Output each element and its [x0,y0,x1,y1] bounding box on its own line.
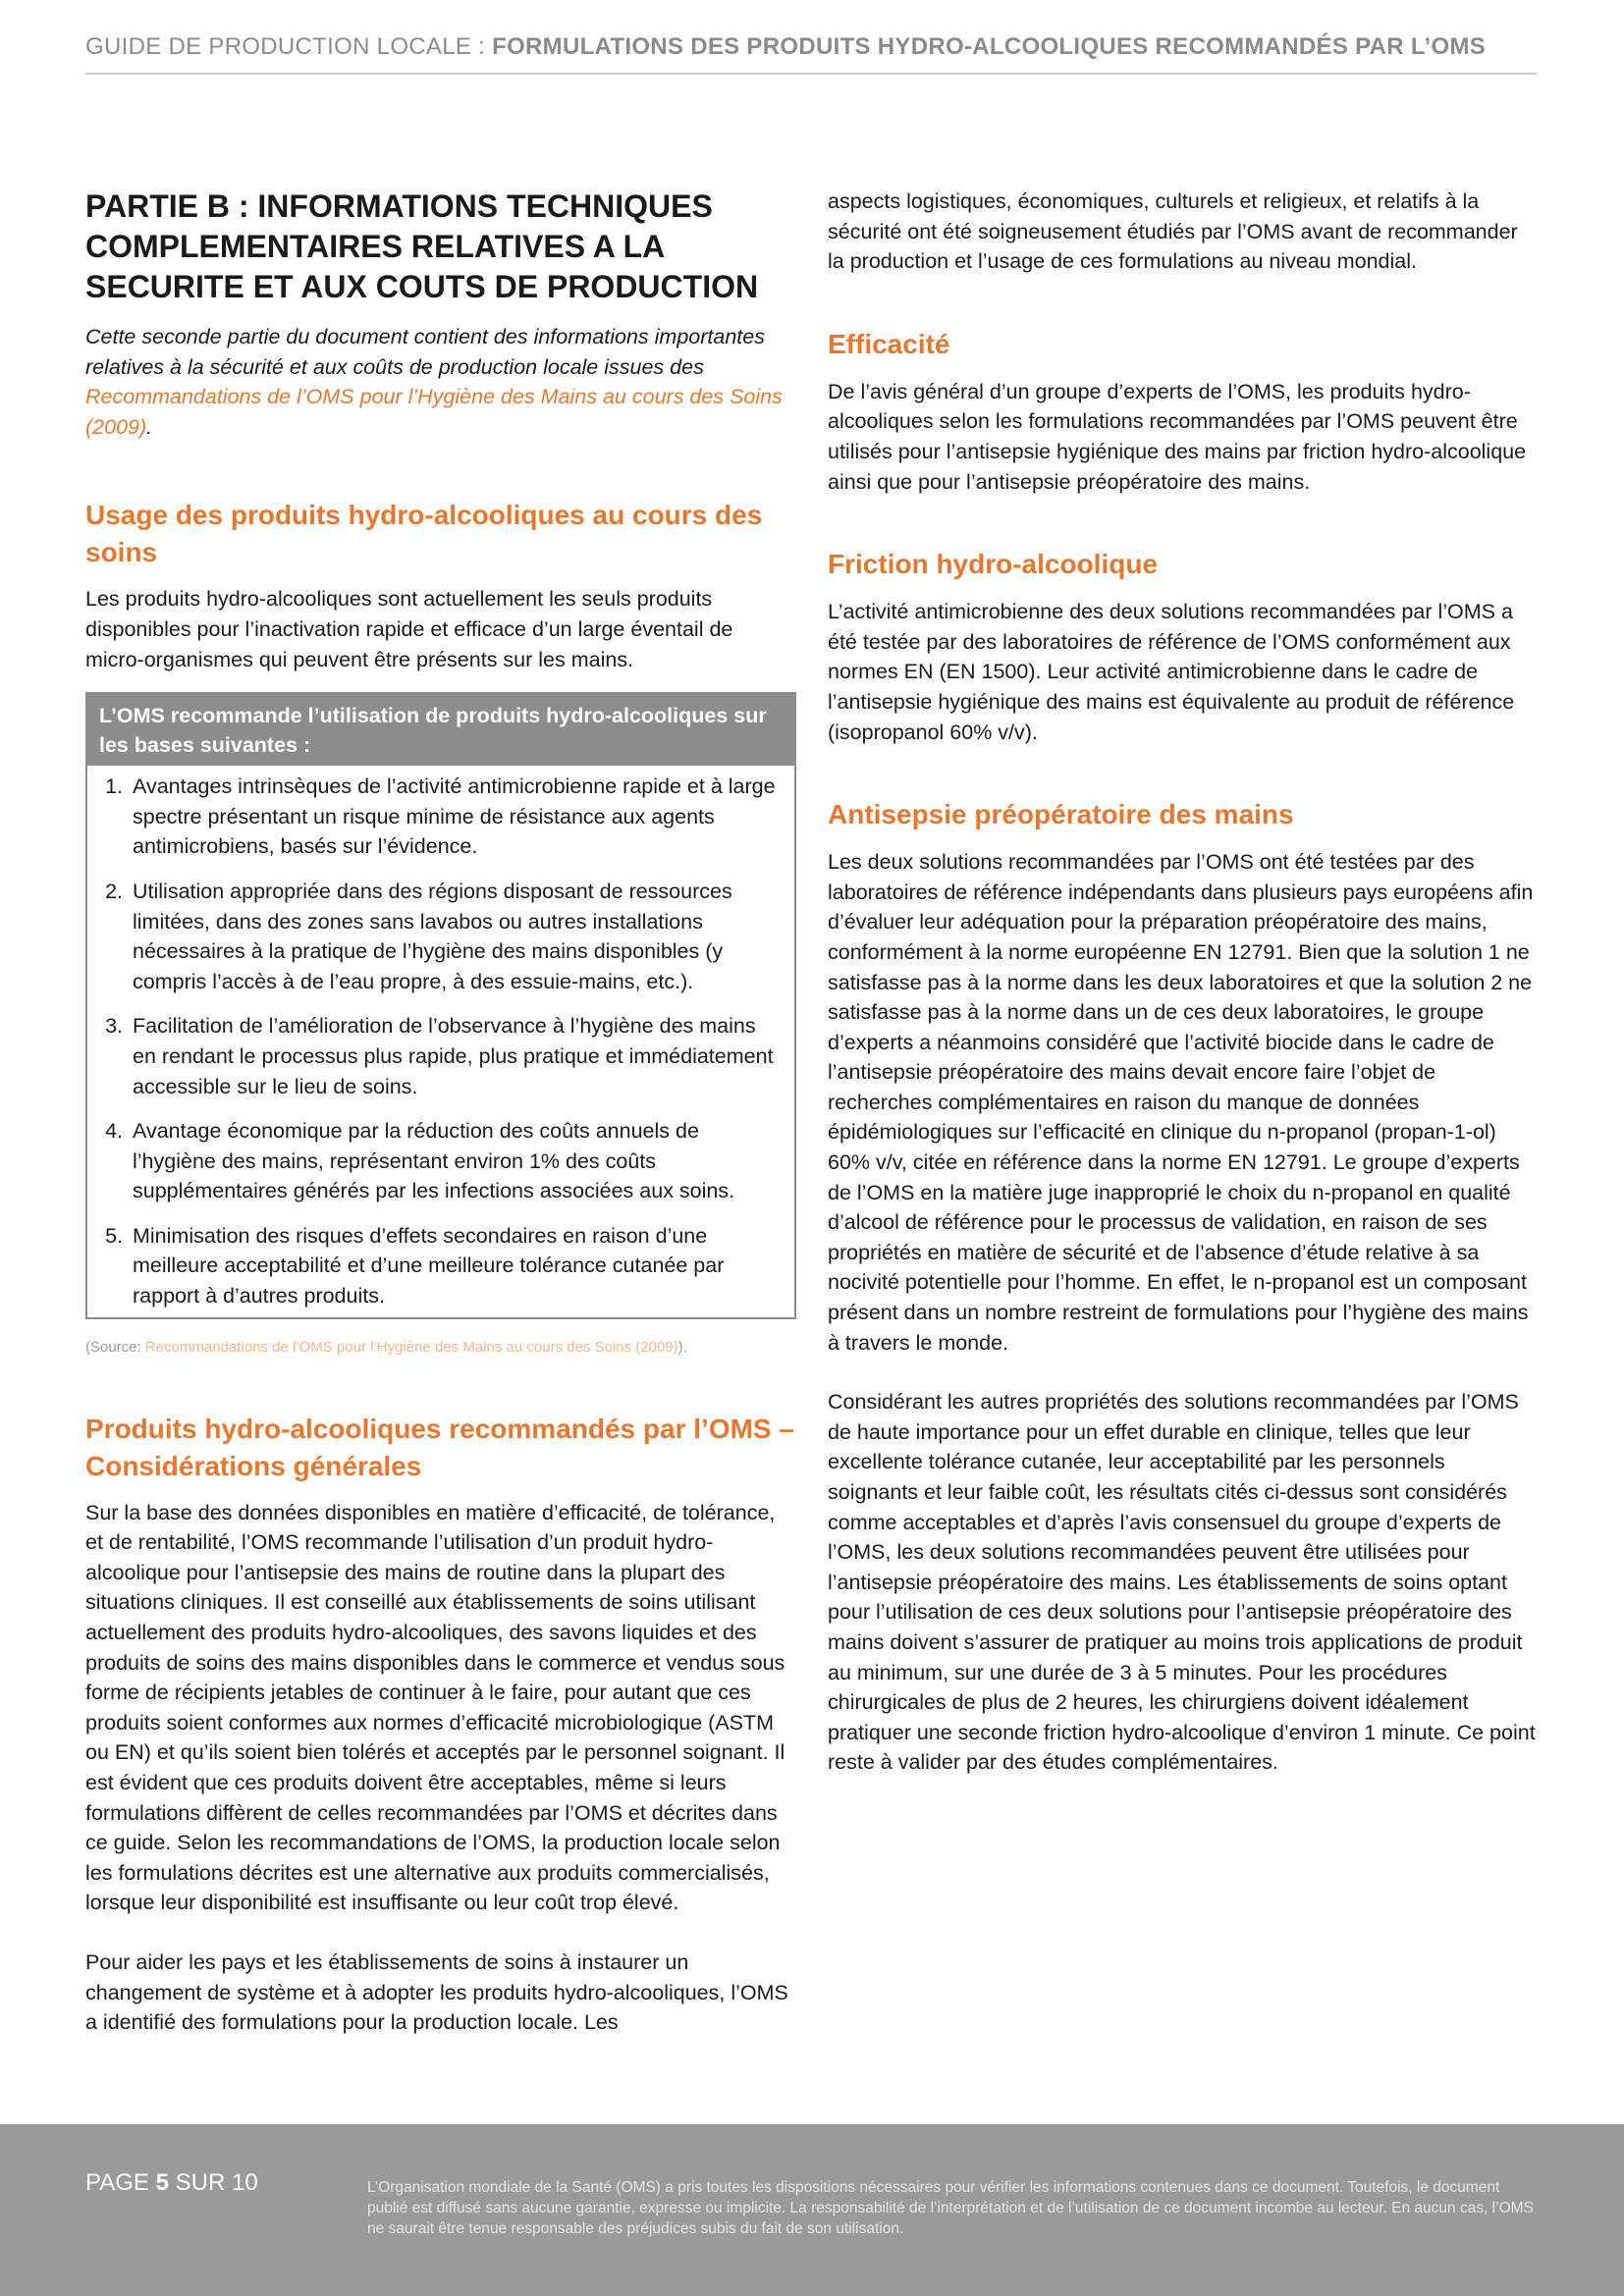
list-item: 1. Avantages intrinsèques de l’activité antimicrobienne rapide et à large spectre présentant un risque minime de résistance aux agents antimicrobiens, basés sur l’évidence. [129,772,783,862]
source-prefix: (Source: [85,1338,145,1356]
intro-end: . [146,414,153,439]
right-column [828,187,1539,1778]
intro-paragraph [85,322,796,442]
page-footer [0,2124,1624,2296]
general-heading: Produits hydro-alcooliques recommandés par l’OMS – Considérations générales [85,1413,794,1481]
efficacite-paragraph: De l’avis général d’un groupe d’experts de l’OMS, les produits hydro-alcooliques selon les formulations recommandées par l’OMS peuvent être utilisés pour l’antisepsie hygiénique des mains par friction hydro-alcoolique ainsi que pour l’antisepsie préopératoire des mains. [828,379,1527,494]
header-prefix: GUIDE DE PRODUCTION LOCALE : [85,33,486,60]
recommendation-list [87,766,794,1317]
source-suffix: ). [677,1338,687,1356]
page-number-value: 5 [155,2169,169,2196]
page-total: SUR 10 [175,2169,258,2196]
part-title: PARTIE B : INFORMATIONS TECHNIQUES COMPLEMENTAIRES RELATIVES A LA SECURITE ET AUX COUTS DE PRODUCTION [85,188,759,304]
list-item: 3. Facilitation de l’amélioration de l’observance à l’hygiène des mains en rendant le processus plus rapide, plus pratique et immédiatement accessible sur le lieu de soins. [129,1011,783,1101]
running-header [85,33,1537,75]
friction-paragraph: L’activité antimicrobienne des deux solutions recommandées par l’OMS a été testée par des laboratoires de référence de l’OMS conformément aux normes EN (EN 1500). Leur activité antimicrobienne dans le cadre de l’antisepsie hygiénique des mains est équivalente au produit de référence (isopropanol 60% v/v). [828,600,1515,744]
antisepsie-paragraph-1: Les deux solutions recommandées par l’OMS ont été testées par des laboratoires de référence indépendants dans plusieurs pays européens afin d’évaluer leur adéquation pour la préparation préopératoire des mains, conformément à la norme européenne EN 12791. Bien que la solution 1 ne satisfasse pas à la norme dans les deux laboratoires et que la solution 2 ne satisfasse pas à la norme dans un de ces deux laboratoires, le groupe d’experts a néanmoins considéré que l’activité biocide dans le cadre de l’antisepsie préopératoire des mains devait encore faire l’objet de recherches complémentaires en raison du manque de données épidémiologiques sur l’efficacité en clinique du n-propanol (propan-1-ol) 60% v/v, citée en référence dans la norme EN 12791. Le groupe d’experts de l’OMS en la matière juge inapproprié le choix du n-propanol en qualité d’alcool de référence pour le processus de validation, en raison de ses propriétés en matière de sécurité et de l’absence d’étude relative à sa nocivité potentielle pour l’homme. En effet, le n-propanol est un composant présent dans un nombre restreint de formulations pour l’hygiène des mains à travers le monde. [828,850,1534,1355]
usage-heading: Usage des produits hydro-alcooliques au cours des soins [85,500,763,568]
recommendation-box [85,692,796,1319]
list-item: 2. Utilisation appropriée dans des régions disposant de ressources limitées, dans des zones sans lavabos ou autres installations nécessaires à la pratique de l’hygiène des mains disponibles (y compris l’accès à de l’eau propre, à des essuie-mains, etc.). [129,877,783,996]
friction-heading: Friction hydro-alcoolique [828,549,1159,580]
efficacite-heading: Efficacité [828,328,950,359]
antisepsie-paragraph-2: Considérant les autres propriétés des solutions recommandées par l’OMS de haute importance pour un effet durable en clinique, telles que leur excellente tolérance cutanée, leur acceptabilité par les personnels soignants et leur faible coût, les résultats cités ci-dessus sont considérés comme acceptables et d’après l’avis consensuel du groupe d’experts de l’OMS, les deux solutions recommandées peuvent être utilisées pour l’antisepsie préopératoire des mains. Les établissements de soins optant pour l’utilisation de ces deux solutions pour l’antisepsie préopératoire des mains doivent s’assurer de pratiquer au moins trois applications de produit au minimum, sur une durée de 3 à 5 minutes. Pour les procédures chirurgicales de plus de 2 heures, les chirurgiens doivent idéalement pratiquer une seconde friction hydro-alcoolique d’environ 1 minute. Ce point reste à valider par des études complémentaires. [828,1390,1536,1775]
page-number [85,2169,258,2197]
list-item: 5. Minimisation des risques d’effets secondaires en raison d’une meilleure acceptabilité et d’une meilleure tolérance cutanée par rapport à d’autres produits. [129,1221,783,1311]
list-item: 4. Avantage économique par la réduction des coûts annuels de l’hygiène des mains, représentant environ 1% des coûts supplémentaires générés par les infections associées aux soins. [129,1116,783,1206]
general-paragraph-1: Sur la base des données disponibles en matière d’efficacité, de tolérance, et de rentabilité, l’OMS recommande l’utilisation d’un produit hydro-alcoolique pour l’antisepsie des mains de routine dans la plupart des situations cliniques. Il est conseillé aux établissements de soins utilisant actuellement des produits hydro-alcooliques, des savons liquides et des produits de soins des mains disponibles dans le commerce et vendus sous forme de récipients jetables de continuer à le faire, pour autant que ces produits soient conformes aux normes d’efficacité microbiologique (ASTM ou EN) et qu’ils soient bien tolérés et acceptés par le personnel soignant. Il est évident que ces produits doivent être acceptables, même si leurs formulations diffèrent de celles recommandées par l’OMS et décrites dans ce guide. Selon les recommandations de l’OMS, la production locale selon les formulations décrites est une alternative aux produits commercialisés, lorsque leur disponibilité est insuffisante ou leur coût trop élevé. [85,1500,785,1915]
usage-paragraph: Les produits hydro-alcooliques sont actuellement les seuls produits disponibles pour l’inactivation rapide et efficace d’un large éventail de micro-organismes qui peuvent être présents sur les mains. [85,587,733,671]
general-paragraph-2: Pour aider les pays et les établissements de soins à instaurer un changement de système et à adopter les produits hydro-alcooliques, l’OMS a identifié des formulations pour la production locale. Les [85,1949,788,2035]
continued-paragraph: aspects logistiques, économiques, culturels et religieux, et relatifs à la sécurité ont été soigneusement étudiés par l’OMS avant de recommander la production et l’usage de ces formulations au niveau mondial. [828,189,1518,274]
left-column [85,187,796,2038]
page-label: PAGE [85,2169,149,2196]
recommendation-box-title: L’OMS recommande l’utilisation de produits hydro-alcooliques sur les bases suivantes : [87,694,794,766]
antisepsie-heading: Antisepsie préopératoire des mains [828,799,1294,830]
source-note [85,1339,796,1356]
disclaimer: L’Organisation mondiale de la Santé (OMS) a pris toutes les dispositions nécessaires pour vérifier les informations contenues dans ce document. Toutefois, le document publié est diffusé sans aucune garantie, expresse ou implicite. La responsabilité de l’interprétation et de l’utilisation de ce document incombe au lecteur. En aucun cas, l’OMS ne saurait être tenue responsable des préjudices subis du fait de son utilisation. [367,2179,1534,2237]
header-title: FORMULATIONS DES PRODUITS HYDRO-ALCOOLIQUES RECOMMANDÉS PAR L’OMS [492,33,1487,60]
source-link[interactable]: Recommandations de l’OMS pour l’Hygiène des Mains au cours des Soins (2009) [144,1338,678,1356]
intro-reference-link[interactable]: Recommandations de l’OMS pour l’Hygiène des Mains au cours des Soins (2009) [85,385,783,439]
intro-text: Cette seconde partie du document contient des informations importantes relatives à la sécurité et aux coûts de production locale issues des [85,325,765,379]
